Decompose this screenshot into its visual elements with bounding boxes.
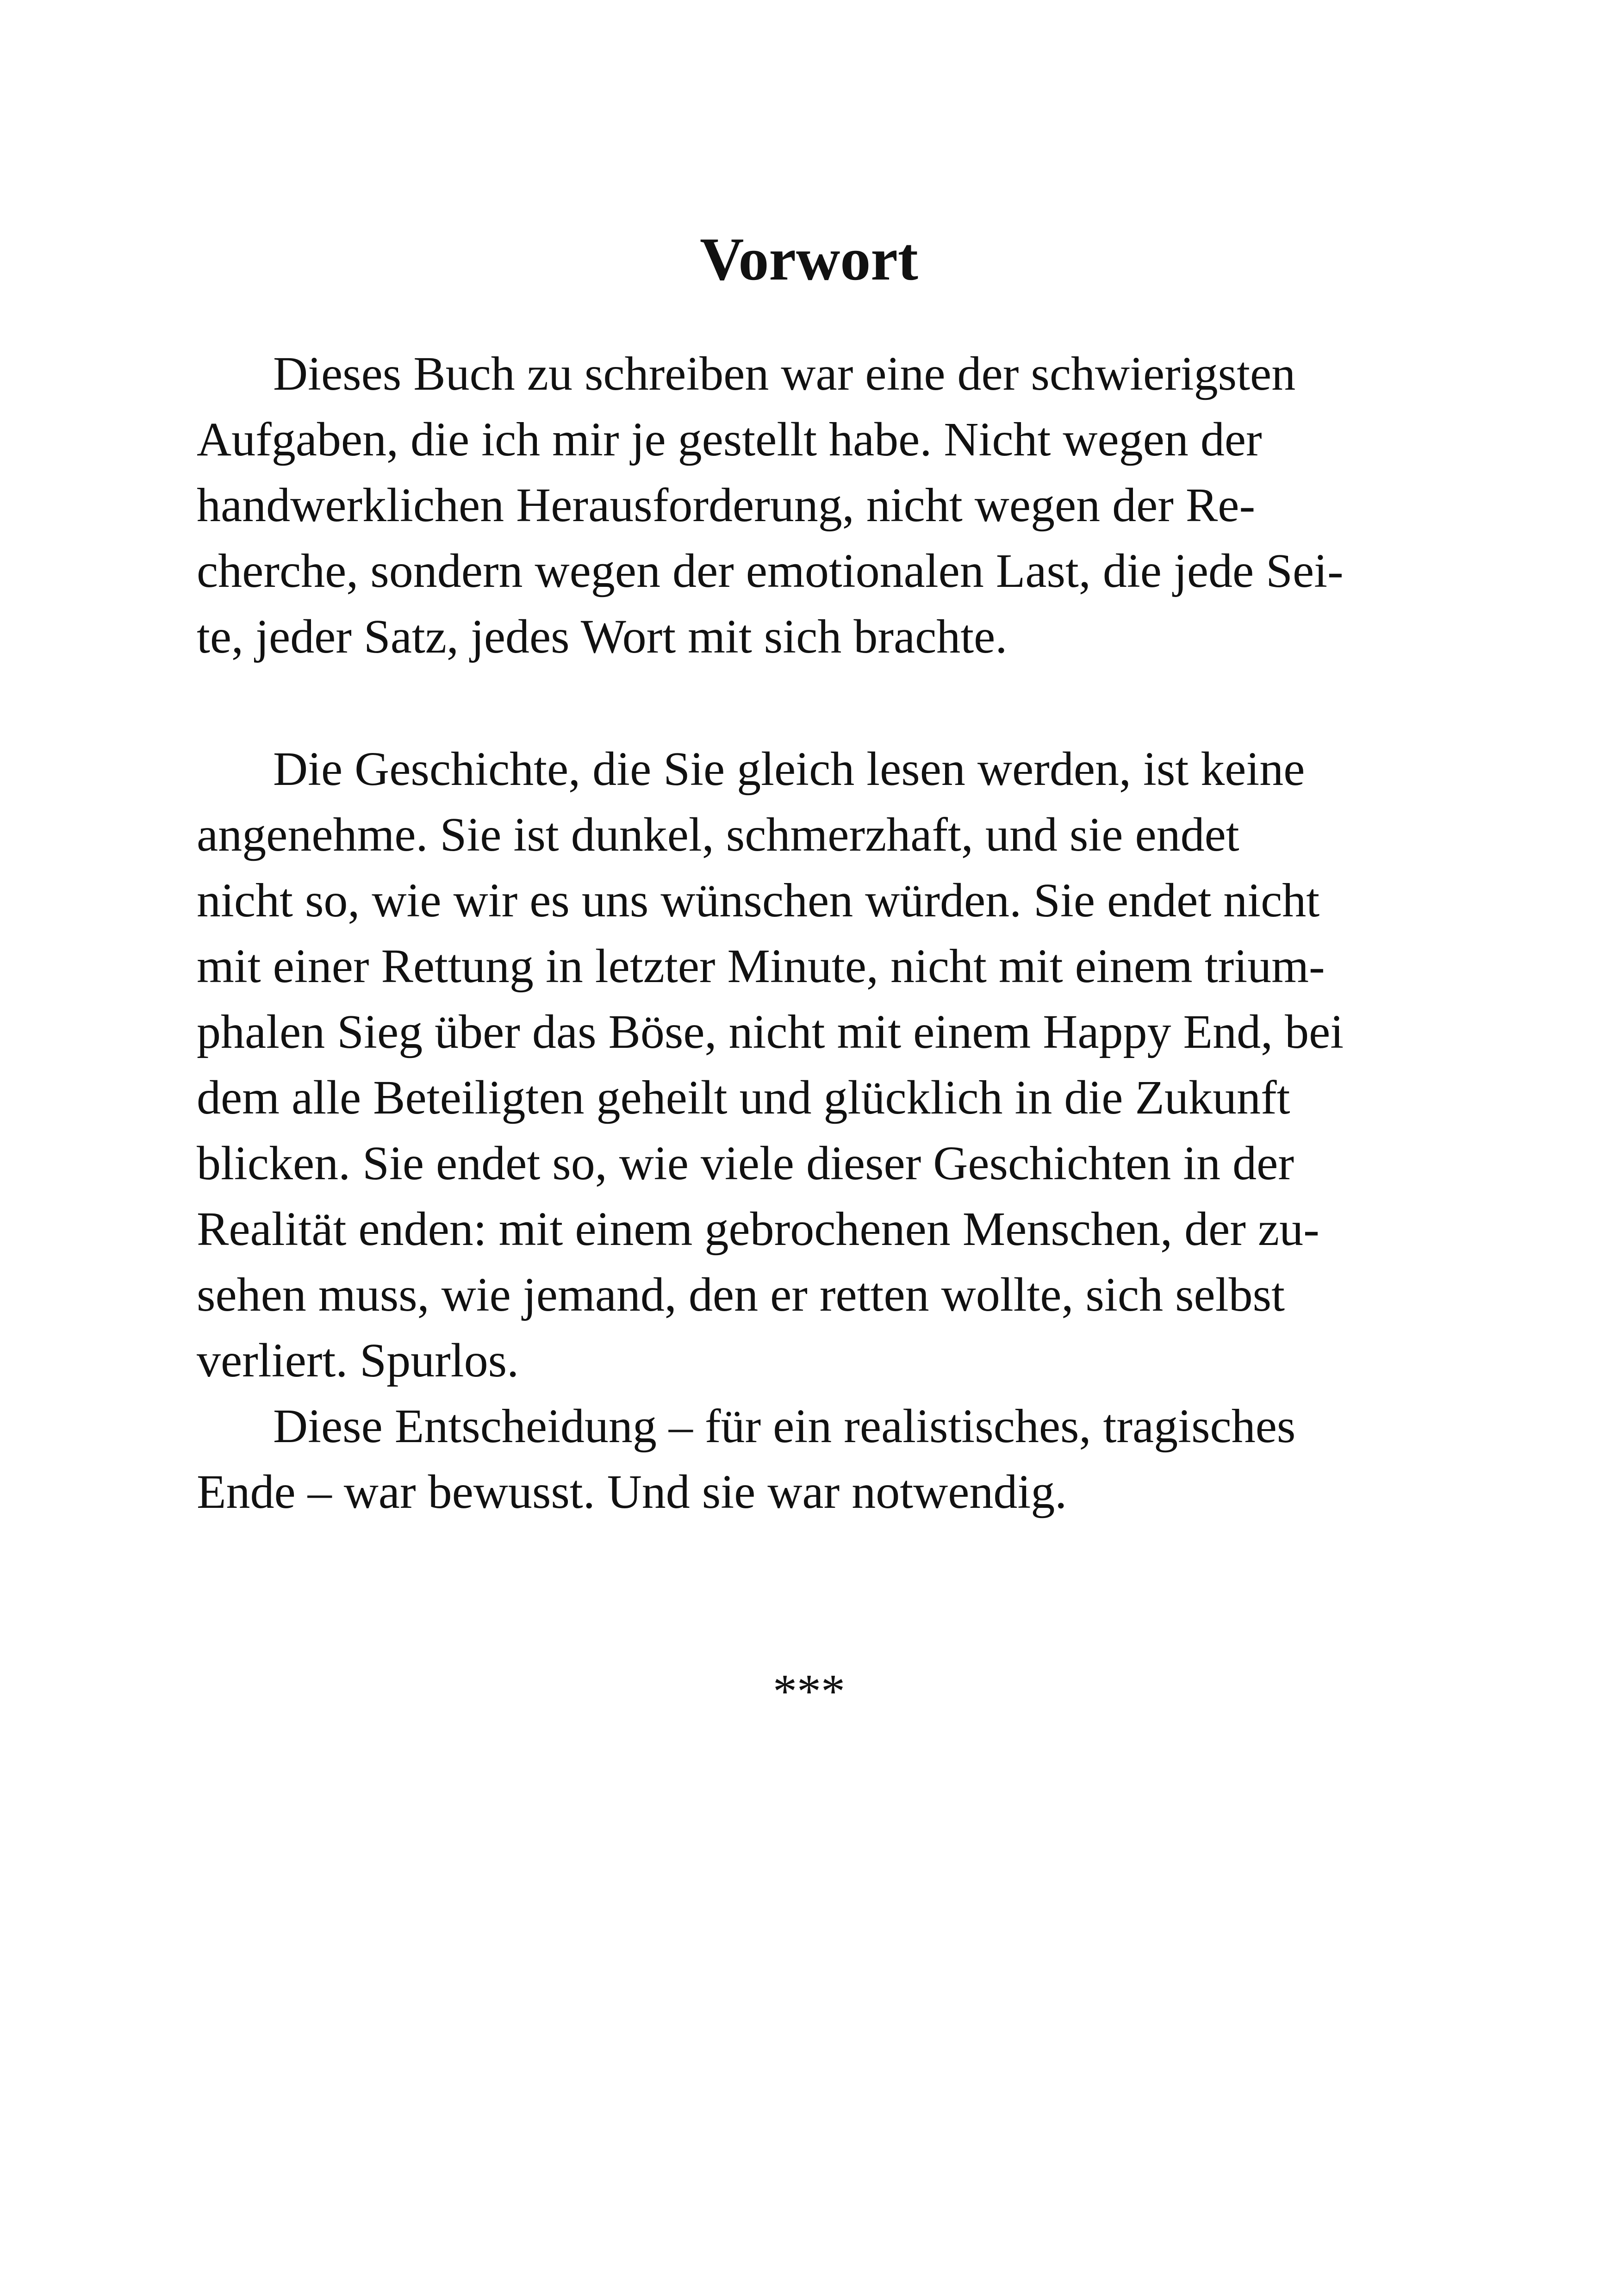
- paragraph-line: angenehme. Sie ist dunkel, schmerzhaft, und sie endet: [197, 808, 1239, 861]
- paragraph-line: te, jeder Satz, jedes Wort mit sich brachte.: [197, 610, 1008, 663]
- paragraph-line: Realität enden: mit einem gebrochenen Menschen, der zu-: [197, 1202, 1319, 1256]
- paragraph-line: mit einer Rettung in letzter Minute, nicht mit einem trium-: [197, 940, 1325, 993]
- paragraph-line: Dieses Buch zu schreiben war eine der schwierigsten: [273, 347, 1296, 400]
- page-title: Vorwort: [700, 225, 918, 293]
- paragraph-line: sehen muss, wie jemand, den er retten wollte, sich selbst: [197, 1268, 1285, 1321]
- paragraph-line: nicht so, wie wir es uns wünschen würden. Sie endet nicht: [197, 874, 1320, 927]
- paragraph-line: phalen Sieg über das Böse, nicht mit einem Happy End, bei: [197, 1005, 1344, 1058]
- paragraph-line: Aufgaben, die ich mir je gestellt habe. Nicht wegen der: [197, 413, 1262, 466]
- paragraph-line: dem alle Beteiligten geheilt und glücklich in die Zukunft: [197, 1071, 1290, 1124]
- paragraph-line: Die Geschichte, die Sie gleich lesen werden, ist keine: [273, 742, 1305, 796]
- paragraph-line: blicken. Sie endet so, wie viele dieser Geschichten in der: [197, 1137, 1294, 1190]
- section-separator: ***: [773, 1665, 845, 1718]
- paragraph-line: cherche, sondern wegen der emotionalen Last, die jede Sei-: [197, 544, 1344, 597]
- paragraph-line: verliert. Spurlos.: [197, 1334, 519, 1387]
- paragraph-line: Ende – war bewusst. Und sie war notwendig.: [197, 1465, 1067, 1518]
- paragraph-line: handwerklichen Herausforderung, nicht wegen der Re-: [197, 479, 1256, 532]
- paragraph-line: Diese Entscheidung – für ein realistisches, tragisches: [273, 1400, 1296, 1453]
